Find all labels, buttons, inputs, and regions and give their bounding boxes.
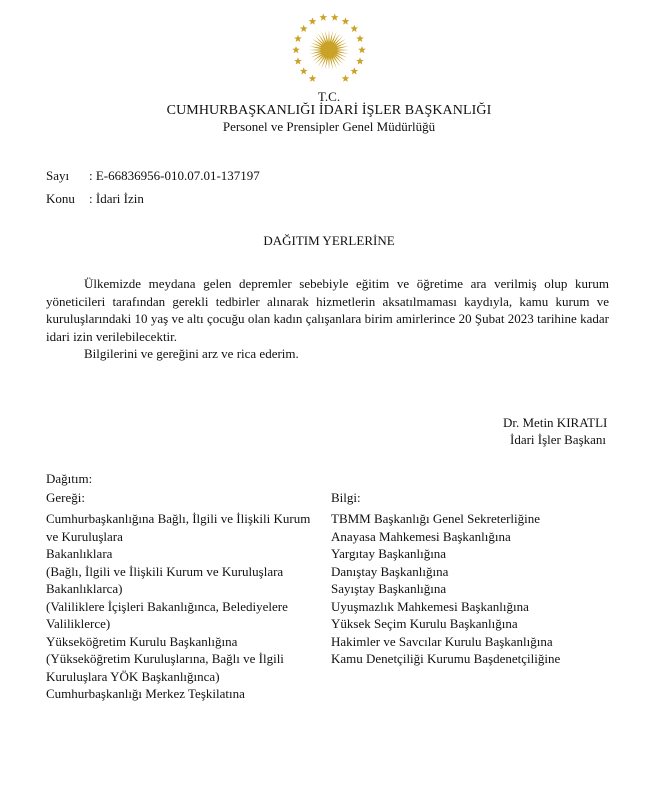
list-item: (Yükseköğretim Kuruluşlarına, Bağlı ve İlgili [46,651,284,666]
star-icon [342,75,350,82]
konu-value: : İdari İzin [89,191,144,206]
list-item: Danıştay Başkanlığına [331,563,449,579]
list-item: (Valiliklere İçişleri Bakanlığınca, Belediyelere [46,598,288,614]
list-item: Hakimler ve Savcılar Kurulu Başkanlığına [331,633,553,649]
document-body [46,275,609,363]
signatory-title: İdari İşler Başkanı [510,432,607,447]
star-icon [309,75,317,82]
star-icon [350,67,358,74]
list-item: Bakanlıklara [46,546,113,561]
gereği-list [46,510,316,703]
header-institution: CUMHURBAŞKANLIĞI İDARİ İŞLER BAŞKANLIĞI [166,103,492,118]
list-item: Yüksek Seçim Kurulu Başkanlığına [331,616,518,631]
list-item: Kamu Denetçiliği Kurumu Başdenetçiliğine [331,651,561,666]
list-item: Sayıştay Başkanlığına [331,581,447,596]
header-tc: T.C. [317,89,341,104]
list-item: Yükseköğretim Kurulu Başkanlığına [46,633,238,649]
star-icon [294,57,302,64]
star-icon [342,17,350,24]
bilgi-heading: Bilgi: [331,490,361,505]
list-item: (Bağlı, İlgili ve İlişkili Kurum ve Kuruluşlara [46,563,284,579]
star-icon [300,67,308,74]
star-icon [292,46,300,53]
star-icon [319,14,327,21]
distribution-heading: Dağıtım: [46,471,93,486]
sayi-label: Sayı [46,168,70,183]
list-item: Bakanlıklarca) [46,581,123,596]
sayi-value: : E-66836956-010.07.01-137197 [89,168,260,183]
star-icon [356,57,364,64]
bilgi-list [331,510,631,668]
list-item: Valiliklerce) [46,616,111,631]
signatory-name: Dr. Metin KIRATLI [503,415,608,430]
star-icon [294,35,302,42]
star-icon [350,25,358,32]
gereği-heading: Gereği: [46,490,85,505]
list-item: Cumhurbaşkanlığı Merkez Teşkilatına [46,686,245,701]
sun-core-icon [322,43,336,57]
presidential-seal-icon [284,6,374,90]
list-item: TBMM Başkanlığı Genel Sekreterliğine [331,511,541,526]
body-closing: Bilgilerini ve gereğini arz ve rica ederim. [84,346,299,361]
list-item: Cumhurbaşkanlığına Bağlı, İlgili ve İlişkili Kurum [46,511,311,526]
header-department: Personel ve Prensipler Genel Müdürlüğü [222,119,436,134]
list-item: Uyuşmazlık Mahkemesi Başkanlığına [331,598,529,614]
star-icon [356,35,364,42]
list-item: Yargıtay Başkanlığına [331,546,447,561]
star-icon [358,46,366,53]
konu-label: Konu [46,191,75,206]
star-icon [300,25,308,32]
list-item: Anayasa Mahkemesi Başkanlığına [331,528,511,544]
body-paragraph: Ülkemizde meydana gelen depremler sebebiyle eğitim ve öğretime ara verilmiş olup kurum yöneticileri tarafından gerekli tedbirler alınarak hizmetlerin aksatılmaması kaydıyla, kamu kurum ve kuruluşlarındaki 10 yaş ve altı çocuğu olan kadın çalışanlara birim amirlerince 20 Şubat 2023 tarihine kadar idari izin verilebilecektir. [46,276,609,344]
list-item: Kuruluşlara YÖK Başkanlığınca) [46,668,220,684]
list-item: ve Kuruluşlara [46,528,123,544]
star-icon [309,17,317,24]
star-icon [331,14,339,21]
document-title: DAĞITIM YERLERİNE [263,233,395,248]
